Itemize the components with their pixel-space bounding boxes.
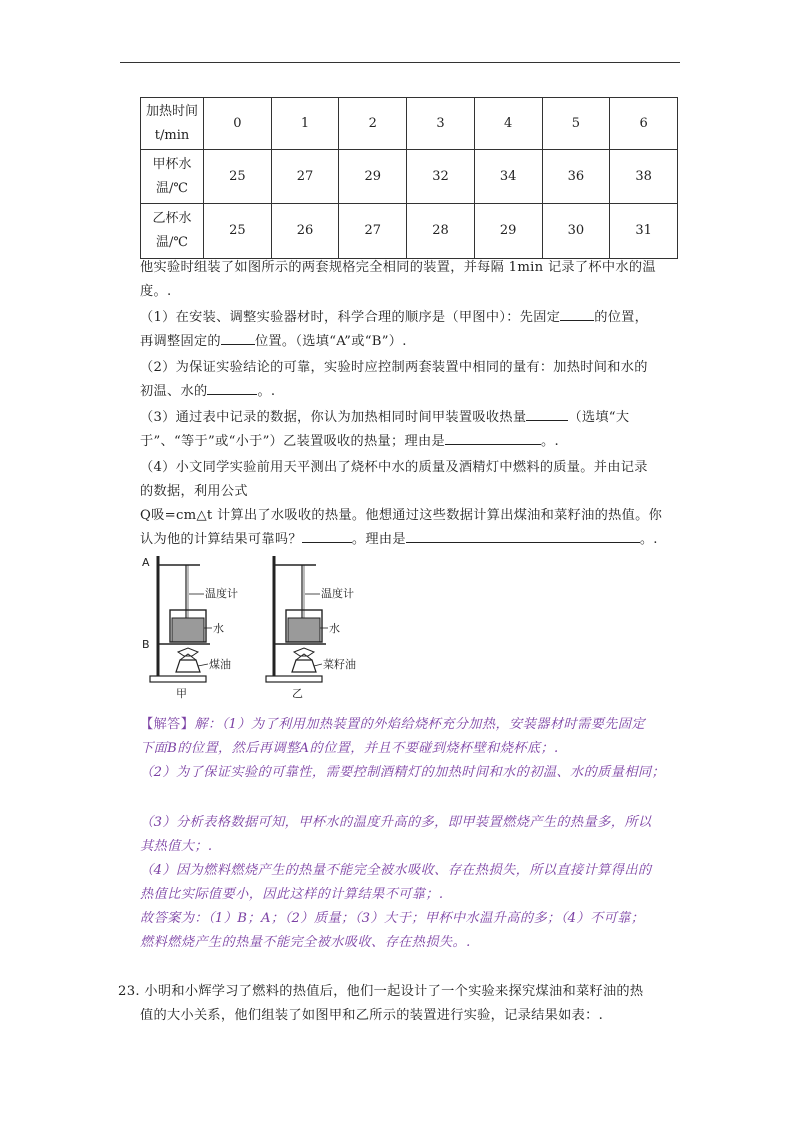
answer-blank[interactable] [526,406,568,421]
table-cell: 30 [542,204,610,259]
apparatus-b [266,556,328,682]
question-3-text-d: 。. [540,434,559,449]
row-header-unit: 温/℃ [156,235,188,250]
header-rule [120,62,680,63]
table-cell: 3 [407,98,475,150]
table-cell: 4 [474,98,542,150]
table-cell: 32 [407,150,475,204]
row-header-time [141,98,204,150]
question-2-text-c: 。. [257,384,276,399]
question-23-line-1 [118,980,643,999]
question-2-line-1: （2）为保证实验结论的可靠，实验时应控制两套装置中相同的量有：加热时间和水的 [140,360,648,375]
thermometer-label: 温度计 [321,587,354,600]
answer-line-8: 故答案为：（1）B；A；（2）质量；（3）大于；甲杯中水温升高的多；（4）不可靠； [140,911,645,926]
question-3-line-2 [140,430,559,449]
answer-blank[interactable] [406,528,640,543]
question-1-text-c: 再调整固定的 [140,334,221,349]
question-4-text-d: 认为他的计算结果可靠吗？ [140,532,302,547]
question-4-line-2: 的数据，利用公式 [140,484,248,499]
apparatus-a [150,556,212,682]
row-header-cup-b [141,204,204,259]
row-header-cup-a [141,150,204,204]
label-a: A [142,556,150,569]
answer-line-1 [140,713,645,732]
question-1-line-2 [140,330,407,349]
question-4-text-e: 。理由是 [351,532,406,547]
table-cell: 1 [271,98,339,150]
row-header-text: 甲杯水 [152,156,192,172]
answer-line-2: 下面B的位置，然后再调整A的位置，并且不要碰到烧杯壁和烧杯底；. [140,741,559,756]
table-row [141,204,678,259]
table-cell: 31 [610,204,678,259]
row-header-unit: 温/℃ [156,180,188,196]
water [172,618,204,642]
stand-base [266,676,322,682]
answer-line-4: （3）分析表格数据可知，甲杯水的温度升高的多，即甲装置燃烧产生的热量多，所以 [140,815,652,830]
question-3-text-a: （3）通过表中记录的数据，你认为加热相同时间甲装置吸收热量 [140,410,527,425]
flame [178,648,198,656]
answer-line-3: （2）为了保证实验的可靠性，需要控制酒精灯的加热时间和水的初温、水的质量相同； [140,765,666,780]
table-cell: 27 [271,150,339,204]
answer-blank[interactable] [302,528,352,543]
table-cell: 25 [204,204,272,259]
table-cell: 36 [542,150,610,204]
question-1-text-d: 位置。（选填“A”或“B”）. [254,334,407,349]
table-cell: 34 [474,150,542,204]
table-cell: 25 [204,150,272,204]
table-cell: 29 [474,204,542,259]
question-4-text-f: 。. [639,532,658,547]
question-3-text-b: （选填“大 [568,410,630,425]
table-cell: 2 [339,98,407,150]
flame [294,648,314,656]
question-number: 23. [118,984,140,999]
intro-line-1: 他实验时组装了如图所示的两套规格完全相同的装置，并每隔 1min 记录了杯中水的温 [140,260,656,275]
question-1-text-a: （1）在安装、调整实验器材时，科学合理的顺序是（甲图中）：先固定 [140,310,561,325]
answer-blank[interactable] [560,306,594,321]
question-1-text-b: 的位置， [594,310,649,325]
answer-blank[interactable] [207,380,257,395]
row-header-text: 乙杯水 [152,211,192,226]
question-4-line-4 [140,528,658,547]
row-header-unit: t/min [154,127,190,143]
question-4-line-1: （4）小文同学实验前用天平测出了烧杯中水的质量及酒精灯中燃料的质量。并由记录 [140,460,648,475]
question-1-line-1 [140,306,648,325]
table-cell: 29 [339,150,407,204]
table-cell: 0 [204,98,272,150]
table-cell: 28 [407,204,475,259]
answer-line-6: （4）因为燃料燃烧产生的热量不能完全被水吸收、存在热损失，所以直接计算得出的 [140,863,652,878]
question-23-line-2: 值的大小关系，他们组装了如图甲和乙所示的装置进行实验，记录结果如表：. [140,1008,604,1023]
table-cell: 5 [542,98,610,150]
table-cell: 26 [271,204,339,259]
table-row [141,150,678,204]
answer-line-9: 燃料燃烧产生的热量不能完全被水吸收、存在热损失。. [140,935,471,950]
water-label: 水 [329,622,340,635]
answer-text: 解：（1）为了利用加热装置的外焰给烧杯充分加热，安装器材时需要先固定 [194,717,645,732]
question-2-text-b: 初温、水的 [140,384,208,399]
question-4-line-3: Q吸=cm△t 计算出了水吸收的热量。他想通过这些数据计算出煤油和菜籽油的热值。你 [140,508,663,523]
answer-blank[interactable] [445,430,541,445]
answer-tag: 【解答】 [140,717,195,732]
caption-a: 甲 [176,687,187,700]
table-cell: 27 [339,204,407,259]
fuel-lamp [292,660,316,672]
apparatus-figure [140,552,370,707]
answer-line-5: 其热值大；. [140,839,213,854]
intro-line-2: 度。. [140,284,172,299]
answer-line-7: 热值比实际值要小，因此这样的计算结果不可靠；. [140,887,444,902]
fuel-label: 煤油 [209,658,231,671]
question-23-text-1: 小明和小辉学习了燃料的热值后，他们一起设计了一个实验来探究煤油和菜籽油的热 [144,984,644,999]
water-label: 水 [213,622,224,635]
answer-blank[interactable] [221,330,255,345]
question-2-line-2 [140,380,275,399]
data-table [140,97,678,259]
table-row [141,98,678,150]
table-cell: 6 [610,98,678,150]
table-cell: 38 [610,150,678,204]
caption-b: 乙 [292,687,303,700]
thermometer-label: 温度计 [205,587,238,600]
label-b: B [142,638,150,651]
question-3-text-c: 于”、“等于”或“小于”）乙装置吸收的热量；理由是 [140,434,445,449]
row-header-text: 加热时间 [145,103,198,119]
question-3-line-1 [140,406,629,425]
fuel-label: 菜籽油 [323,658,356,671]
fuel-lamp [176,660,200,672]
water [288,618,320,642]
stand-base [150,676,206,682]
